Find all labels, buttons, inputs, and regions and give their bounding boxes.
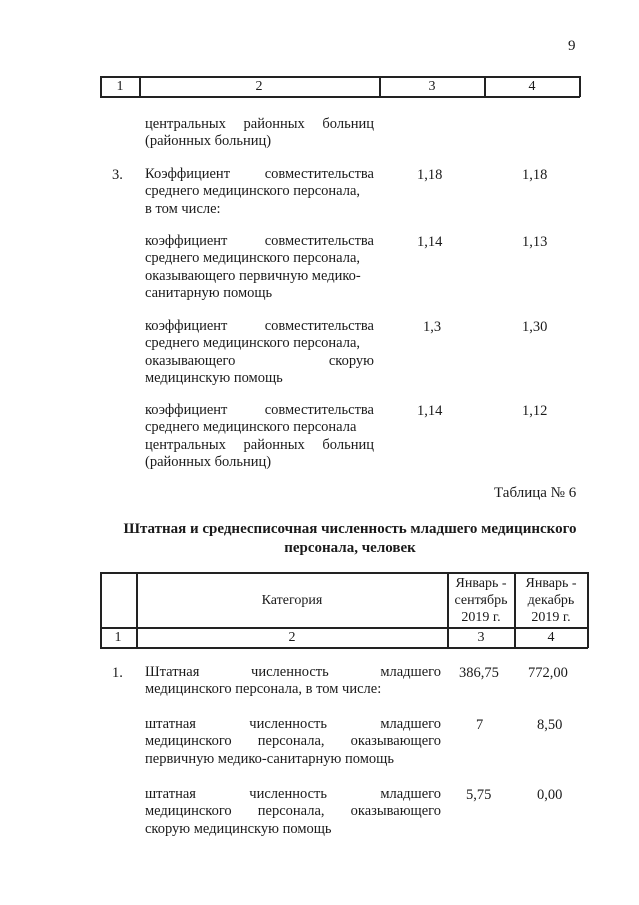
row-line: первичную медико-санитарную помощь <box>145 750 394 767</box>
row-line: медицинского персонала, в том числе: <box>145 681 382 698</box>
row-line: оказывающего скорую <box>145 352 374 369</box>
row-line: санитарную помощь <box>145 285 273 302</box>
value-col3: 5,75 <box>466 787 492 803</box>
row-line: среднего медицинского персонала <box>145 419 357 436</box>
value-col4: 8,50 <box>537 717 563 733</box>
row-description <box>145 716 441 768</box>
table6-col-number: 4 <box>547 630 555 645</box>
row-line: центральных районных больниц <box>145 116 374 132</box>
row-line: коэффициент совместительства <box>145 233 374 249</box>
value-col4: 1,13 <box>522 234 548 250</box>
header-col3-line: 2019 г. <box>461 610 501 625</box>
row-line: центральных районных больниц <box>145 436 374 453</box>
header-col3-line: Январь - <box>455 576 507 591</box>
table5-header-divider <box>484 76 486 97</box>
row-line: Штатная численность младшего <box>145 664 441 680</box>
table5-col-number: 3 <box>428 79 436 94</box>
table-title-line: Штатная и среднесписочная численность младшего медицинского <box>123 521 577 537</box>
header-col4 <box>515 575 587 626</box>
row-index: 3. <box>112 167 123 183</box>
table6-header-divider <box>587 572 589 648</box>
row-line: (районных больниц) <box>145 133 272 150</box>
row-description <box>145 116 374 151</box>
row-line: среднего медицинского персонала, <box>145 183 361 200</box>
row-description <box>145 233 374 303</box>
value-col3: 1,14 <box>417 234 443 250</box>
header-col4-line: 2019 г. <box>531 610 571 625</box>
value-col4: 1,30 <box>522 319 548 335</box>
table5-col-number: 1 <box>116 79 124 94</box>
row-line: коэффициент совместительства <box>145 402 374 418</box>
row-description <box>145 664 441 699</box>
table5-col-number: 2 <box>255 79 263 94</box>
value-col4: 772,00 <box>528 665 568 681</box>
table5-header-divider <box>379 76 381 97</box>
value-col3: 7 <box>476 717 484 733</box>
row-description <box>145 402 374 472</box>
header-col3-line: сентябрь <box>454 593 508 608</box>
row-line: среднего медицинского персонала, <box>145 335 361 352</box>
row-line: (районных больниц) <box>145 454 272 471</box>
page-number: 9 <box>568 38 576 54</box>
header-col4-line: Январь - <box>525 576 577 591</box>
table-title-line: персонала, человек <box>284 540 416 556</box>
row-line: Коэффициент совместительства <box>145 166 374 182</box>
table6-col-number: 3 <box>477 630 485 645</box>
row-line: оказывающего первичную медико- <box>145 267 361 284</box>
row-line: медицинского персонала, оказывающего <box>145 733 441 750</box>
table5-col-number: 4 <box>528 79 536 94</box>
value-col4: 0,00 <box>537 787 563 803</box>
row-line: штатная численность младшего <box>145 716 441 732</box>
value-col3: 386,75 <box>459 665 499 681</box>
table-title <box>90 520 610 558</box>
row-index: 1. <box>112 665 123 681</box>
value-col3: 1,14 <box>417 403 443 419</box>
header-col3 <box>448 575 514 626</box>
value-col4: 1,12 <box>522 403 548 419</box>
table5-header-bottom-rule <box>100 96 580 98</box>
table5-header-divider <box>579 76 581 97</box>
row-line: коэффициент совместительства <box>145 318 374 334</box>
row-line: штатная численность младшего <box>145 786 441 802</box>
row-line: скорую медицинскую помощь <box>145 820 332 837</box>
row-line: медицинскую помощь <box>145 370 283 387</box>
row-line: медицинского персонала, оказывающего <box>145 803 441 820</box>
row-line: среднего медицинского персонала, <box>145 250 361 267</box>
value-col4: 1,18 <box>522 167 548 183</box>
value-col3: 1,18 <box>417 167 443 183</box>
table6-col-number: 1 <box>114 630 122 645</box>
header-col4-line: декабрь <box>527 593 575 608</box>
row-description <box>145 166 374 218</box>
value-col3: 1,3 <box>423 319 442 335</box>
table-label: Таблица № 6 <box>494 485 577 501</box>
header-category: Категория <box>261 593 323 608</box>
row-description <box>145 318 374 388</box>
table5-header-top-rule <box>100 76 580 78</box>
row-line: в том числе: <box>145 200 221 217</box>
row-description <box>145 786 441 838</box>
table6-col-number: 2 <box>288 630 296 645</box>
